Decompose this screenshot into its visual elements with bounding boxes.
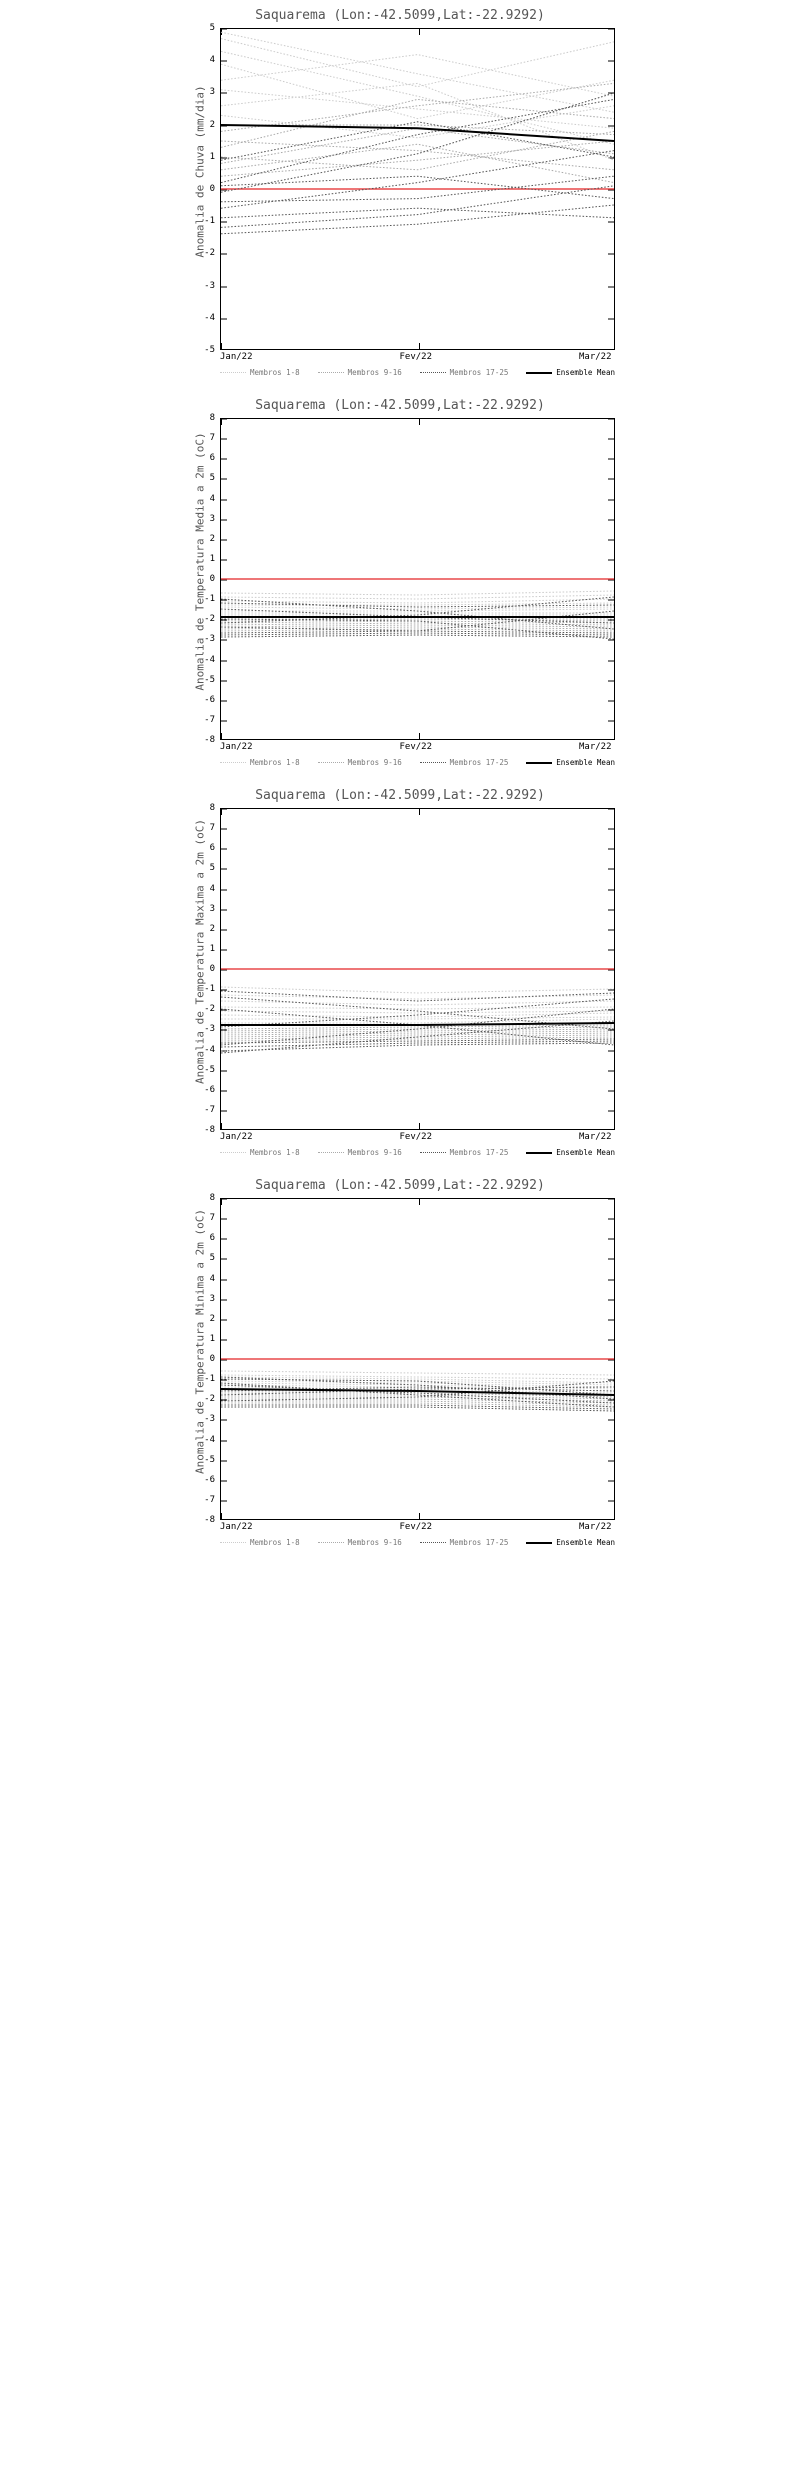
member-line [221,987,614,993]
x-axis-tick-label: Jan/22 [220,352,253,362]
y-axis-tick-label: 0 [209,1354,215,1364]
y-axis-tick-label: 7 [209,1213,215,1224]
member-line [221,1039,614,1043]
series-lines [221,1199,614,1519]
legend-item[interactable] [318,758,402,767]
plot-area [220,1198,615,1520]
member-line [221,591,614,595]
chart-legend [220,1538,615,1547]
y-axis-tick-label: 0 [209,184,215,194]
y-axis-tick-label: -7 [204,1104,215,1115]
legend-swatch-icon [420,1542,446,1543]
member-line [221,1031,614,1035]
y-axis-tick-label: -3 [204,1414,215,1425]
y-axis-tick-label: 0 [209,574,215,584]
y-axis-tick-label: 1 [209,943,215,954]
y-axis-tick-label: 7 [209,823,215,834]
legend-item[interactable] [220,758,300,767]
chart-legend [220,1148,615,1157]
chart-legend [220,758,615,767]
legend-item-label: Membros 17-25 [449,1148,509,1157]
legend-swatch-icon [420,1152,446,1153]
y-axis-label: Anomalia de Temperatura Maxima a 2m (oC) [193,819,207,1084]
member-line [221,32,614,112]
legend-item[interactable] [420,1538,509,1547]
y-axis-tick-label: -1 [204,216,215,227]
member-line [221,1001,614,1005]
y-axis-tick-label: 6 [209,1233,215,1244]
y-axis-tick-label: 5 [209,1253,215,1264]
legend-item-label: Ensemble Mean [556,758,615,767]
y-axis-tick-label: 1 [209,151,215,162]
series-lines [221,809,614,1129]
legend-item[interactable] [220,368,300,377]
legend-item-label: Ensemble Mean [556,1148,615,1157]
chart-legend [220,368,615,377]
member-line [221,595,614,599]
y-axis-tick-label: -6 [204,1474,215,1485]
y-axis-tick-label: 2 [209,923,215,934]
y-axis-tick-label: -5 [204,1454,215,1465]
page-title: Saquarema (Lon:-42.5099,Lat:-22.9292) [255,398,545,413]
y-axis-tick-label: 8 [209,413,215,423]
legend-item-label: Membros 1-8 [250,1148,300,1157]
legend-item[interactable] [526,1538,615,1547]
legend-item[interactable] [318,1538,402,1547]
legend-item-label: Membros 9-16 [347,1148,402,1157]
y-axis-tick-label: 4 [209,493,215,504]
y-axis-tick-label: -2 [204,1394,215,1405]
y-axis-tick-label: 3 [209,903,215,914]
y-axis-tick-label: -3 [204,634,215,645]
y-axis-tick-label: -2 [204,1004,215,1015]
y-axis-tick-label: -5 [204,1064,215,1075]
y-axis-label: Anomalia de Temperatura Minima a 2m (oC) [193,1209,207,1474]
member-line [221,90,614,128]
ensemble-mean-line [221,1389,614,1395]
member-line [221,51,614,144]
member-line [221,99,614,147]
x-axis-tick-label: Mar/22 [579,352,612,362]
legend-item-label: Membros 1-8 [250,758,300,767]
x-axis-tick-label: Jan/22 [220,1522,253,1532]
member-line [221,55,614,97]
member-line [221,635,614,637]
legend-swatch-icon [318,1542,344,1543]
legend-item-label: Membros 9-16 [347,758,402,767]
y-axis-tick-label: -4 [204,654,215,665]
y-axis-tick-label: 1 [209,1333,215,1344]
y-axis-tick-label: -2 [204,248,215,259]
y-axis-tick-label: -3 [204,1024,215,1035]
member-line [221,208,614,218]
legend-item-label: Membros 17-25 [449,368,509,377]
y-axis-tick-label: 2 [209,1313,215,1324]
chart-panel [135,390,665,780]
legend-item[interactable] [526,368,615,377]
y-axis-tick-label: 6 [209,453,215,464]
page-title: Saquarema (Lon:-42.5099,Lat:-22.9292) [255,8,545,23]
page-title: Saquarema (Lon:-42.5099,Lat:-22.9292) [255,1178,545,1193]
series-lines [221,419,614,739]
member-line [221,93,614,192]
legend-swatch-icon [318,372,344,373]
y-axis-tick-label: 3 [209,513,215,524]
y-axis-tick-label: 4 [209,1273,215,1284]
y-axis-tick-label: -8 [204,1125,215,1135]
plot-area [220,808,615,1130]
legend-item[interactable] [318,1148,402,1157]
legend-swatch-icon [318,762,344,763]
x-axis-tick-label: Fev/22 [399,742,433,752]
y-axis-tick-label: -5 [204,674,215,685]
member-line [221,995,614,999]
y-axis-tick-label: 6 [209,843,215,854]
member-line [221,128,614,163]
member-line [221,144,614,182]
y-axis-tick-label: -2 [204,614,215,625]
y-axis-tick-label: -8 [204,1515,215,1525]
y-axis-tick-label: -4 [204,1434,215,1445]
legend-item-label: Ensemble Mean [556,368,615,377]
member-line [221,1019,614,1023]
x-axis-tick-label: Mar/22 [579,1522,612,1532]
y-axis-tick-label: 8 [209,1193,215,1203]
legend-item[interactable] [220,1538,300,1547]
member-line [221,1007,614,1009]
plot-area [220,28,615,350]
y-axis-tick-label: 5 [209,863,215,874]
member-line [221,39,614,87]
legend-item[interactable] [420,1148,509,1157]
x-axis-tick-label: Mar/22 [579,742,612,752]
member-line [221,151,614,209]
legend-swatch-icon [526,762,552,764]
y-axis-tick-label: 2 [209,119,215,130]
legend-item[interactable] [420,368,509,377]
member-line [221,205,614,234]
x-axis-tick-label: Mar/22 [579,1132,612,1142]
member-line [221,1375,614,1379]
y-axis-tick-label: -5 [204,345,215,355]
legend-item-label: Membros 9-16 [347,368,402,377]
member-line [221,1043,614,1051]
member-line [221,141,614,170]
y-axis-tick-label: 0 [209,964,215,974]
x-axis-tick-label: Fev/22 [399,352,433,362]
y-axis-tick-label: -4 [204,1044,215,1055]
legend-swatch-icon [220,1152,246,1153]
y-axis-tick-label: -3 [204,280,215,291]
y-axis-tick-label: -1 [204,1374,215,1385]
legend-item-label: Ensemble Mean [556,1538,615,1547]
x-axis-tick-label: Jan/22 [220,1132,253,1142]
y-axis-tick-label: 3 [209,1293,215,1304]
legend-swatch-icon [526,1542,552,1544]
chart-panel [135,780,665,1170]
legend-item[interactable] [526,758,615,767]
legend-item-label: Membros 1-8 [250,1538,300,1547]
y-axis-tick-label: 4 [209,883,215,894]
legend-item[interactable] [526,1148,615,1157]
y-axis-tick-label: -8 [204,735,215,745]
legend-swatch-icon [526,1152,552,1154]
y-axis-tick-label: -1 [204,594,215,605]
chart-panel [135,1170,665,1560]
plot-area [220,418,615,740]
ensemble-mean-line [221,125,614,141]
y-axis-tick-label: -6 [204,694,215,705]
legend-swatch-icon [318,1152,344,1153]
member-line [221,83,614,131]
legend-item-label: Membros 9-16 [347,1538,402,1547]
y-axis-label: Anomalia de Temperatura Media a 2m (oC) [193,432,207,691]
legend-swatch-icon [420,762,446,763]
y-axis-tick-label: -6 [204,1084,215,1095]
y-axis-tick-label: -4 [204,312,215,323]
page-title: Saquarema (Lon:-42.5099,Lat:-22.9292) [255,788,545,803]
series-lines [221,29,614,349]
x-axis-tick-label: Jan/22 [220,742,253,752]
member-line [221,1029,614,1033]
y-axis-tick-label: -1 [204,984,215,995]
legend-item-label: Membros 1-8 [250,368,300,377]
member-line [221,176,614,198]
member-line [221,1371,614,1375]
y-axis-tick-label: 5 [209,473,215,484]
y-axis-tick-label: 5 [209,23,215,33]
legend-swatch-icon [220,1542,246,1543]
y-axis-label: Anomalia de Chuva (mm/dia) [193,85,207,258]
legend-swatch-icon [526,372,552,374]
y-axis-tick-label: 4 [209,55,215,66]
y-axis-tick-label: 3 [209,87,215,98]
legend-swatch-icon [420,372,446,373]
y-axis-tick-label: -7 [204,714,215,725]
legend-item[interactable] [318,368,402,377]
legend-item-label: Membros 17-25 [449,758,509,767]
legend-item[interactable] [420,758,509,767]
member-line [221,1041,614,1047]
chart-panel [135,0,665,390]
y-axis-tick-label: 7 [209,433,215,444]
x-axis-tick-label: Fev/22 [399,1132,433,1142]
y-axis-tick-label: 1 [209,553,215,564]
y-axis-tick-label: -7 [204,1494,215,1505]
member-line [221,1033,614,1037]
legend-item-label: Membros 17-25 [449,1538,509,1547]
x-axis-tick-label: Fev/22 [399,1522,433,1532]
y-axis-tick-label: 2 [209,533,215,544]
legend-swatch-icon [220,372,246,373]
member-line [221,1407,614,1411]
y-axis-tick-label: 8 [209,803,215,813]
legend-swatch-icon [220,762,246,763]
legend-item[interactable] [220,1148,300,1157]
